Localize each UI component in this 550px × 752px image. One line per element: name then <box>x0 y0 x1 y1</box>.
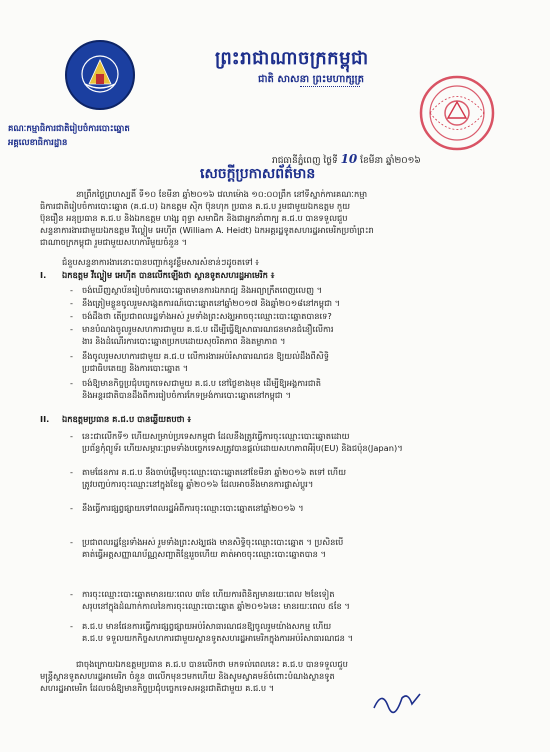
national-motto: ជាតិ សាសនា ព្រះមហាក្សត្រ <box>258 74 364 85</box>
date-day: 10 <box>340 152 358 166</box>
section-1-bullet: - នឹងត្រៀមខ្លួនចូលរួមសង្កេតការណ៍បោះឆ្នោតនៅឆ្នាំ២០១៧ និងឆ្នាំ២០១៨នៅកម្ពុជា ។ <box>82 297 512 309</box>
closing-line-1: ជាចុងក្រោយឯកឧត្ដមប្រធាន គ.ជ.ប បានលើកថា មកទល់ពេលនេះ គ.ជ.ប បានទទួលជួប <box>76 659 348 669</box>
intro-line-5: ជាណាចក្រកម្ពុជា រួមជាមួយសហការីមួយចំនួន ។ <box>40 237 188 247</box>
section-2-heading: ឯកឧត្ដមប្រធាន គ.ជ.ប បានឆ្លើយតបថា ៖ <box>62 414 192 424</box>
date-suffix: ខែមីនា ឆ្នាំ២០១៦ <box>360 156 421 166</box>
organization-ref: អគ្គលេខាធិការដ្ឋាន <box>8 138 68 148</box>
section-1-bullet-continued: ប្រជាធិបតេយ្យ និងការបោះឆ្នោត ។ <box>82 363 189 373</box>
section-1-numeral: I. <box>40 270 47 280</box>
section-2-bullet: - ការចុះឈ្មោះបោះឆ្នោតមានរយៈពេល ៣ខែ ហើយការពិនិត្យមានរយៈពេល ២ខែទៀត <box>82 588 512 600</box>
section-1-bullet: - មានបំណងចូលរួមសហការជាមួយ គ.ជ.ប ដើម្បីធ្វើឱ្យសាធារណជនមានជំនឿលើការ <box>82 323 512 335</box>
intro-line-2: ធិការជាតិរៀបចំការបោះឆ្នោត (គ.ជ.ប) ឯកឧត្ដម ស៊ិក ប៊ុនហុក ប្រធាន គ.ជ.ប រួមជាមួយឯកឧត្ដម កួយ <box>40 201 351 211</box>
closing-line-3: សហរដ្ឋអាមេរិក ដែលចង់ឱ្យមានកិច្ចប្រជុំបច្ចេកទេសអន្តរជាតិជាមួយ គ.ជ.ប ។ <box>40 683 275 693</box>
section-2-bullet: - តាមផែនការ គ.ជ.ប នឹងចាប់ផ្តើមចុះឈ្មោះបោះឆ្នោតនៅខែមីនា ឆ្នាំ២០១៦ តទៅ ហើយ <box>82 466 512 478</box>
section-2-bullet-continued: គាត់ធ្វើអត្តសញ្ញាណប័ណ្ណសញ្ជាតិខ្មែររួចហើយ គាត់អាចចុះឈ្មោះបោះឆ្នោតបាន ។ <box>82 549 326 559</box>
nec-logo <box>65 40 135 110</box>
section-2-bullet-continued: គ.ជ.ប ទទួលយកកិច្ចសហការជាមួយស្ថានទូតសហរដ្ឋអាមេរិកក្នុងការអប់រំសាធារណជន ។ <box>82 633 354 643</box>
section-2-bullet-continued: សរុបនៅក្នុងដំណាក់កាលនៃការចុះឈ្មោះបោះឆ្នោត ឆ្នាំ២០១៦នេះ មានរយៈពេល ៥ខែ ។ <box>82 601 350 611</box>
intro-line-4: សន្ទនាការងារជាមួយឯកឧត្ដម វីល្លៀម អេហ៊ីត (William A. Heidt) ឯកអគ្គរដ្ឋទូតសហរដ្ឋអាមេរិកប្រចាំព្រះរា <box>40 225 374 235</box>
date-prefix: រាជធានីភ្នំពេញ ថ្ងៃទី <box>272 156 338 166</box>
section-2-numeral: II. <box>40 414 50 424</box>
organization-name: គណៈកម្មាធិការជាតិរៀបចំការបោះឆ្នោត <box>8 124 130 134</box>
nec-emblem-icon <box>81 54 119 94</box>
section-1-bullet-continued: ងារ និងដំណើរការបោះឆ្នោតប្រកបដោយសុចរិតភាព និងតម្លាភាព ។ <box>82 336 286 346</box>
header-divider <box>300 86 360 87</box>
section-2-bullet: - នេះជាលើកទី១ ហើយសម្រាប់ប្រទេសកម្ពុជា ដែលនឹងត្រូវធ្វើការចុះឈ្មោះបោះឆ្នោតដោយ <box>82 430 512 442</box>
section-1-bullet: - ចង់ឃើញស្ថាប័នរៀបចំការបោះឆ្នោតមានការឯករាជ្យ និងអព្យាក្រឹតពេញលេញ ។ <box>82 284 512 296</box>
intro-line-1: នាព្រឹកថ្ងៃព្រហស្បតិ៍ ទី១០ ខែមីនា ឆ្នាំ២០១៦ វេលាម៉ោង ១០:០០ព្រឹក នៅទីស្នាក់ការគណៈកម្មា <box>76 189 368 199</box>
section-1-bullet: - ចង់ដឹងថា តើប្រជាពលរដ្ឋទាំងអស់ រួមទាំងព្រះសង្ឃអាចចុះឈ្មោះបោះឆ្នោតបានទេ? <box>82 310 512 322</box>
intro-line-3: ប៊ុនរឿន អនុប្រធាន គ.ជ.ប និងឯកឧត្ដម ហង្ស ពុទ្ធា សមាជិក និងជាអ្នកនាំពាក្យ គ.ជ.ប បានទទួលជួប <box>40 213 348 223</box>
section-2-bullet: - ប្រជាពលរដ្ឋខ្មែរទាំងអស់ រួមទាំងព្រះសង្ឃផង មានសិទ្ធិចុះឈ្មោះបោះឆ្នោត ។ ប្រសិនបើ <box>82 536 512 548</box>
section-2-bullet: - គ.ជ.ប មានផែនការធ្វើការផ្សព្វផ្សាយអប់រំសាធារណជនឱ្យចូលរួមយ៉ាងសកម្ម ហើយ <box>82 620 512 632</box>
summary-line: ជំនួបសន្ទនាការងារនោះបានបញ្ជាក់នូវខ្លឹមសារសំខាន់ៗដូចតទៅ ៖ <box>62 257 259 267</box>
section-2-bullet-continued: ត្រូវបញ្ចប់ការចុះឈ្មោះនៅក្នុងខែធ្នូ ឆ្នាំ២០១៦ ដែលអាចនឹងមានការផ្លាស់ប្ដូរ។ <box>82 479 314 489</box>
document-title: សេចក្ដីប្រកាសព័ត៌មាន <box>200 166 316 182</box>
section-2-bullet-continued: ប្រព័ន្ធកុំព្យូទ័រ ហើយសម្ភារៈព្រមទាំងបច្ចេកទេសត្រូវបានផ្តល់ដោយសហភាពអឺរ៉ុប(EU) និងជប៉ុន(Japan)។ <box>82 443 403 453</box>
section-1-heading: ឯកឧត្ដម វីល្លៀម អេហ៊ីត បានលើកឡើងថា ស្ថានទូតសហរដ្ឋអាមេរិក ៖ <box>62 270 275 280</box>
kingdom-heading: ព្រះរាជាណាចក្រកម្ពុជា <box>215 48 369 69</box>
closing-line-2: មន្ត្រីស្ថានទូតសហរដ្ឋអាមេរិក ចំនួន ៣លើកមុនៗមកហើយ និងសូមស្វាគមន៍ចំពោះបំណងស្ថានទូត <box>40 671 335 681</box>
section-1-bullet: - នឹងចូលរួមសហការជាមួយ គ.ជ.ប លើការងារអប់រំសាធារណជន ឱ្យយល់ដឹងពីសិទ្ធិ <box>82 350 512 362</box>
section-2-bullet: - នឹងធ្វើការផ្សព្វផ្សាយទៅពលរដ្ឋអំពីការចុះឈ្មោះបោះឆ្នោតនៅឆ្នាំ២០១៦ ។ <box>82 502 512 514</box>
section-1-bullet-continued: និងអន្តរជាតិបានដឹងពីការរៀបចំការកែទម្រង់ការបោះឆ្នោតនៅកម្ពុជា ។ <box>82 390 291 400</box>
signature-icon <box>372 688 422 716</box>
section-1-bullet: - ចង់ឱ្យមានកិច្ចប្រជុំបច្ចេកទេសជាមួយ គ.ជ.ប នៅថ្ងៃខាងមុខ ដើម្បីឱ្យអង្គការជាតិ <box>82 377 512 389</box>
official-seal-icon <box>418 74 496 152</box>
